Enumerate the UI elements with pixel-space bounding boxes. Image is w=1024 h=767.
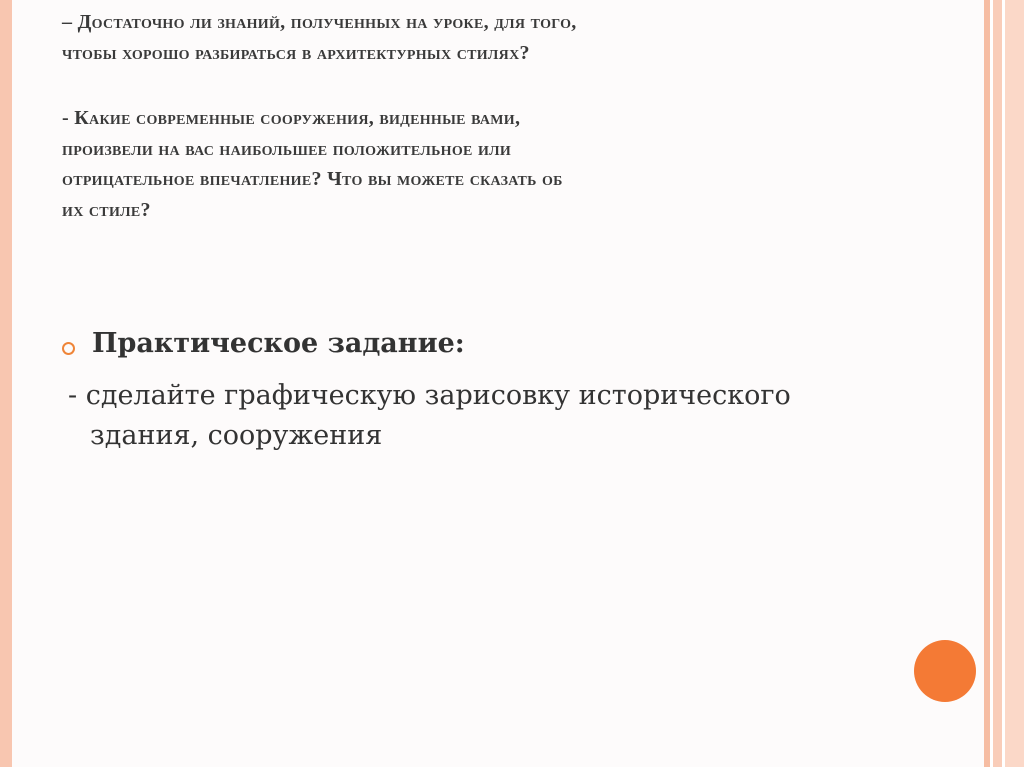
question-1-line: чтобы хорошо разбираться в архитектурных стилях? [62,41,530,64]
question-2-line: произвели на вас наибольшее положительное или [62,137,512,160]
task-item [68,376,928,456]
left-decorative-stripe [0,0,12,767]
question-2-line: - Какие современные сооружения, виденные вами, [62,107,521,129]
right-decorative-stripe [993,0,1002,767]
question-1-line: – Достаточно ли знаний, полученных на уроке, для того, [62,11,577,33]
task-item-line: здания, сооружения [90,420,383,451]
question-2-line: отрицательное впечатление? Что вы можете сказать об [62,168,563,190]
question-2-line: их стиле? [62,198,151,221]
task-item-line: - сделайте графическую зарисовку исторического [68,380,791,411]
question-2 [62,103,892,225]
question-1 [62,7,892,68]
task-heading: Практическое задание: [92,328,465,359]
right-decorative-stripe [1005,0,1024,767]
orange-circle-decoration [914,640,976,702]
ring-bullet-icon [62,342,75,355]
